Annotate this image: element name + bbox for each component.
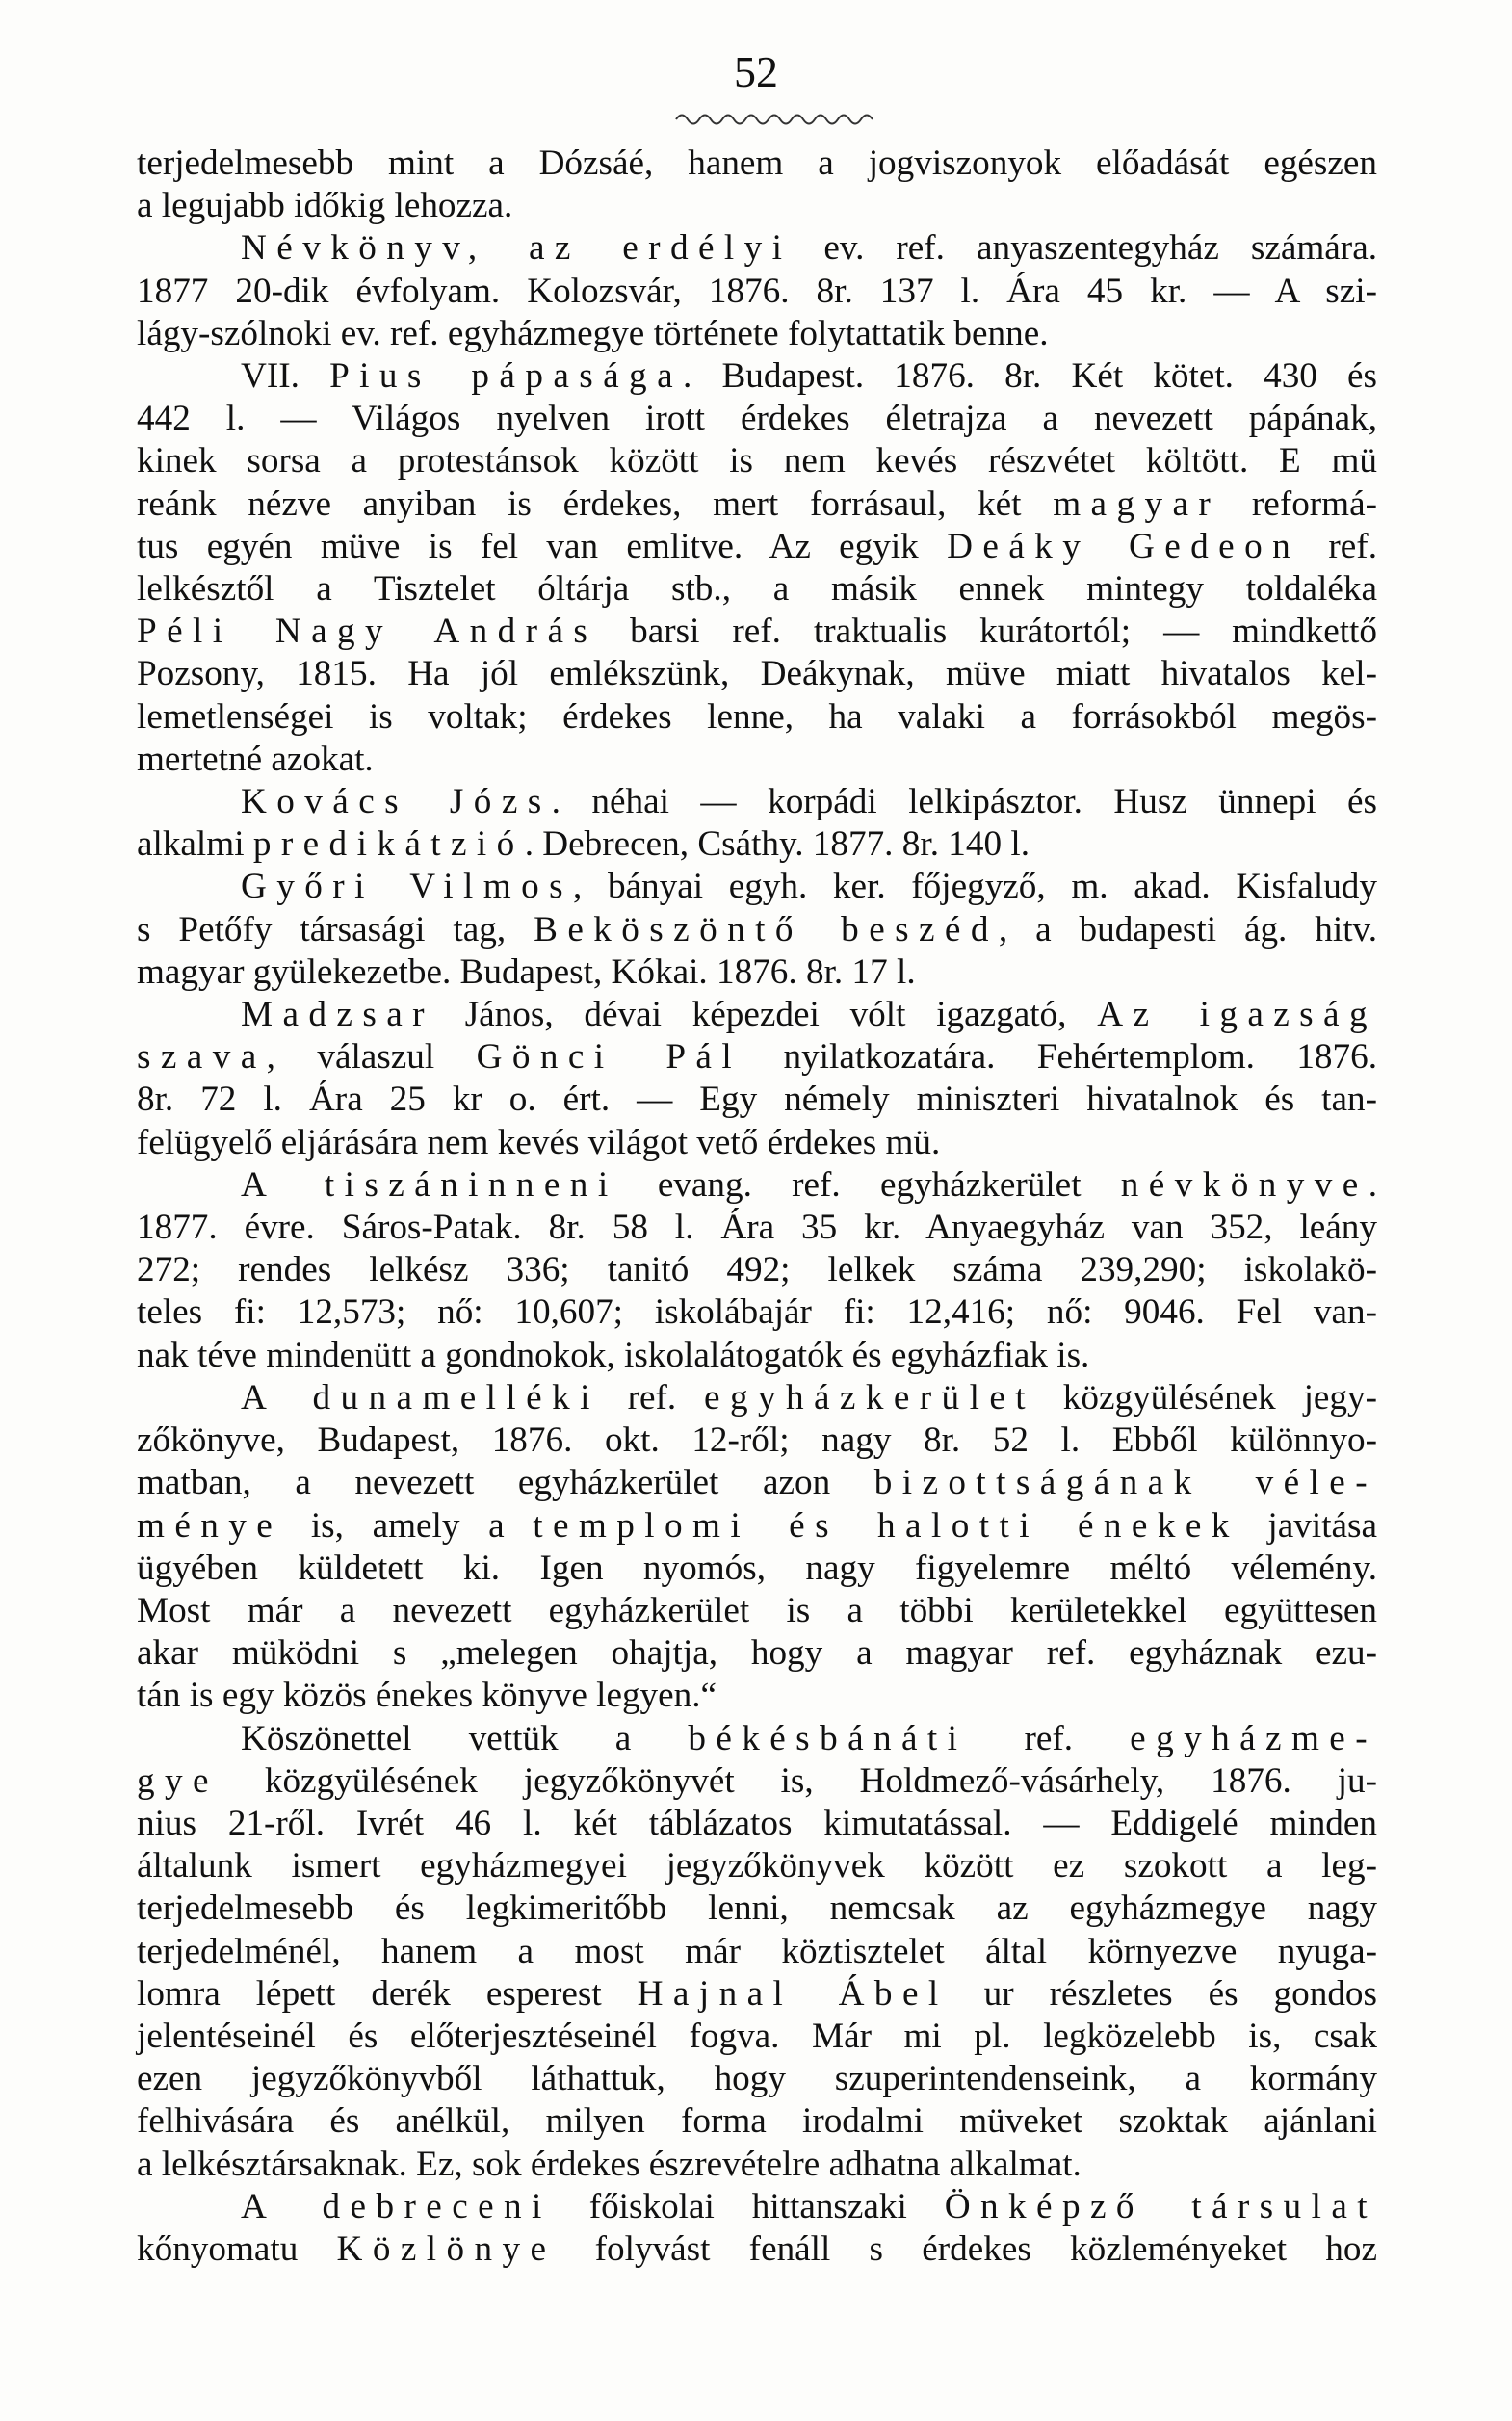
text-segment: tus egyén müve is fel van emlitve. Az egyik (137, 526, 948, 566)
text-segment: a lelkésztársaknak. Ez, sok érdekes észrevételre adhatna alkalmat. (137, 2144, 1082, 2184)
text-line (137, 1590, 1377, 1632)
text-line (137, 1036, 1377, 1079)
spaced-emphasis-text: Madzsar (241, 995, 434, 1035)
spaced-emphasis-text: Gönci Pál (476, 1037, 743, 1078)
spaced-emphasis-text: egyházkerület (704, 1377, 1035, 1418)
text-segment: nak téve mindenütt a gondnokok, iskolalátogatók és egyházfiak is. (137, 1335, 1090, 1375)
text-segment: . Budapest. 1876. 8r. Két kötet. 430 és (683, 356, 1378, 397)
text-line (137, 1803, 1377, 1845)
text-segment: tán is egy közös énekes könyve legyen.“ (137, 1676, 717, 1716)
text-segment: lomra lépett derék esperest (137, 1973, 638, 2014)
text-line (137, 227, 1377, 270)
text-segment: is, amely a (282, 1505, 534, 1546)
text-line (137, 739, 1377, 781)
spaced-emphasis-text: templomi és halotti énekek (533, 1505, 1239, 1546)
text-line (137, 1973, 1377, 2016)
spaced-emphasis-text: Pius pápasága (329, 356, 683, 397)
text-segment: folyvást fenáll s érdekes közleményeket hoz (556, 2228, 1377, 2269)
text-segment: VII. (241, 356, 330, 397)
spaced-emphasis-text: A dunamelléki (241, 1377, 600, 1418)
text-segment: ref. (967, 1718, 1131, 1758)
text-line (137, 1122, 1377, 1164)
text-line (137, 909, 1377, 951)
text-segment: . Debrecen, Csáthy. 1877. 8r. 140 l. (524, 824, 1030, 865)
text-line (137, 866, 1377, 908)
text-segment: reformá- (1220, 483, 1377, 524)
text-line (137, 1462, 1377, 1504)
text-line (137, 2058, 1377, 2100)
text-segment: ev. ref. anyaszentegyház számára. (792, 228, 1377, 269)
text-segment: ref. (1300, 526, 1377, 566)
spaced-emphasis-text: gye (137, 1760, 219, 1801)
text-line (137, 2016, 1377, 2058)
text-segment: matban, a nevezett egyházkerület azon (137, 1463, 874, 1503)
text-line (137, 1845, 1377, 1887)
text-segment: ur részletes és gondos (948, 1973, 1377, 2014)
text-line (137, 271, 1377, 313)
spaced-emphasis-text: szava (137, 1037, 267, 1078)
text-line (137, 1164, 1377, 1207)
text-line (137, 1079, 1377, 1121)
text-line (137, 1207, 1377, 1249)
text-segment: magyar gyülekezetbe. Budapest, Kókai. 1876. 8r. 17 l. (137, 951, 916, 992)
spaced-emphasis-text: Az igazság (1097, 995, 1377, 1035)
text-segment: akar müködni s „melegen ohajtja, hogy a magyar ref. egyháznak ezu- (137, 1633, 1377, 1674)
spaced-emphasis-text: magyar (1053, 483, 1221, 524)
text-segment: Most már a nevezett egyházkerület is a többi kerületekkel együttesen (137, 1590, 1377, 1630)
text-segment: kinek sorsa a protestánsok között is nem kevés részvétet költött. E mü (137, 441, 1377, 482)
body-text (137, 143, 1377, 2271)
text-line (137, 1335, 1377, 1377)
text-segment: barsi ref. traktualis kurátortól; — mindkettő (597, 612, 1377, 652)
text-segment: 1877 20-dik évfolyam. Kolozsvár, 1876. 8r. 137 l. Ára 45 kr. — A szi- (137, 271, 1377, 311)
text-segment: lágy-szólnoki ev. ref. egyházmegye története folytattatik benne. (137, 313, 1049, 353)
text-segment: általunk ismert egyházmegyei jegyzőkönyvek között ez szokott a leg- (137, 1846, 1377, 1887)
text-segment: s Petőfy társasági tag, (137, 909, 534, 950)
text-line (137, 1887, 1377, 1930)
spaced-emphasis-text: Deáky Gedeon (947, 526, 1301, 566)
text-segment: nius 21-ről. Ivrét 46 l. két táblázatos kimutatással. — Eddigelé minden (137, 1803, 1377, 1843)
spaced-emphasis-text: békésbánáti (688, 1718, 968, 1758)
text-line (137, 398, 1377, 440)
text-segment: Pozsony, 1815. Ha jól emlékszünk, Deákynak, müve miatt hivatalos kel- (137, 654, 1377, 694)
text-line (137, 1931, 1377, 1973)
text-line (137, 483, 1377, 526)
text-segment: kőnyomatu (137, 2228, 337, 2269)
text-segment: , válaszul (266, 1037, 477, 1078)
text-segment: javitása (1238, 1505, 1378, 1546)
text-line (137, 653, 1377, 695)
text-line (137, 1249, 1377, 1291)
text-line (137, 2100, 1377, 2143)
text-segment: 1877. évre. Sáros-Patak. 8r. 58 l. Ára 35 kr. Anyaegyház van 352, leány (137, 1208, 1377, 1248)
spaced-emphasis-text: Önképző társulat (944, 2186, 1377, 2226)
spaced-emphasis-text: A debreceni (241, 2186, 552, 2226)
text-line (137, 568, 1377, 611)
text-segment: főiskolai hittanszaki (551, 2186, 945, 2226)
page-number: 52 (734, 47, 778, 96)
text-line (137, 696, 1377, 739)
text-line (137, 185, 1377, 227)
text-segment: jelentéseinél és előterjesztéseinél fogva. Már mi pl. legközelebb is, csak (137, 2016, 1377, 2056)
spaced-emphasis-text: Győri Vilmos (241, 867, 573, 907)
spaced-emphasis-text: Beköszöntő beszéd (534, 909, 999, 950)
text-line (137, 2186, 1377, 2228)
text-line (137, 823, 1377, 866)
text-segment: nyilatkozatára. Fehértemplom. 1876. (742, 1037, 1378, 1078)
text-line (137, 1377, 1377, 1419)
text-segment: . (1368, 1164, 1377, 1205)
text-segment: felhivására és anélkül, milyen forma irodalmi müveket szoktak ajánlani (137, 2101, 1377, 2142)
text-line (137, 1718, 1377, 1760)
wavy-ornament (674, 108, 876, 125)
spaced-emphasis-text: Hajnal Ábel (637, 1973, 949, 2014)
text-line (137, 994, 1377, 1036)
spaced-emphasis-text: ménye (137, 1505, 283, 1546)
spaced-emphasis-text: bizottságának véle- (873, 1463, 1377, 1503)
text-segment: felügyelő eljárására nem kevés világot vető érdekes mü. (137, 1122, 941, 1162)
spaced-emphasis-text: Kovács Józs (241, 782, 552, 822)
text-line (137, 781, 1377, 823)
text-segment: Köszönettel vettük a (241, 1718, 689, 1758)
text-segment: mertetné azokat. (137, 739, 374, 779)
text-line (137, 951, 1377, 994)
text-segment: ref. (599, 1377, 705, 1418)
text-line (137, 440, 1377, 482)
text-segment: lemetlenségei is voltak; érdekes lenne, ha valaki a forrásokból megös- (137, 696, 1377, 737)
text-segment: lelkésztől a Tisztelet óltárja stb., a másik ennek mintegy toldaléka (137, 569, 1377, 610)
text-line (137, 1675, 1377, 1717)
spaced-emphasis-text: Közlönye (336, 2228, 557, 2269)
text-line (137, 143, 1377, 185)
text-segment: 272; rendes lelkész 336; tanitó 492; lelkek száma 239,290; iskolakö- (137, 1250, 1377, 1290)
spaced-emphasis-text: Péli Nagy András (137, 612, 598, 652)
text-segment: , bányai egyh. ker. főjegyző, m. akad. Kisfaludy (573, 867, 1377, 907)
text-line (137, 1419, 1377, 1462)
text-segment: zőkönyve, Budapest, 1876. okt. 12-ről; nagy 8r. 52 l. Ebből különnyo- (137, 1420, 1377, 1461)
spaced-emphasis-text: egyházme- (1130, 1718, 1378, 1758)
text-segment: . néhai — korpádi lelkipásztor. Husz ünnepi és (551, 782, 1377, 822)
spaced-emphasis-text: Névkönyv, az erdélyi (241, 228, 793, 269)
spaced-emphasis-text: predikátzió (252, 824, 525, 865)
text-segment: a legujabb időkig lehozza. (137, 186, 513, 226)
text-line (137, 313, 1377, 355)
text-segment: 442 l. — Világos nyelven irott érdekes életrajza a nevezett pápának, (137, 399, 1377, 439)
text-segment: terjedelménél, hanem a most már köztisztelet által környezve nyuga- (137, 1931, 1377, 1971)
text-segment: evang. ref. egyházkerület (617, 1164, 1121, 1205)
text-segment: 8r. 72 l. Ára 25 kr o. ért. — Egy némely miniszteri hivatalnok és tan- (137, 1080, 1377, 1120)
text-segment: ügyében küldetett ki. Igen nyomós, nagy figyelemre méltó vélemény. (137, 1548, 1377, 1588)
text-segment: , a budapesti ág. hitv. (998, 909, 1377, 950)
text-line (137, 526, 1377, 568)
text-line (137, 611, 1377, 653)
text-segment: reánk nézve anyiban is érdekes, mert forrásaul, két (137, 483, 1054, 524)
spaced-emphasis-text: A tiszáninneni (241, 1164, 618, 1205)
text-line (137, 2144, 1377, 2186)
text-line (137, 1505, 1377, 1548)
text-line (137, 1760, 1377, 1803)
spaced-emphasis-text: névkönyve (1120, 1164, 1369, 1205)
text-segment: terjedelmesebb mint a Dózsáé, hanem a jogviszonyok előadását egészen (137, 143, 1377, 183)
text-segment: terjedelmesebb és legkimeritőbb lenni, nemcsak az egyházmegye nagy (137, 1888, 1377, 1929)
text-line (137, 1632, 1377, 1675)
text-line (137, 1548, 1377, 1590)
text-segment: teles fi: 12,573; nő: 10,607; iskolábajár fi: 12,416; nő: 9046. Fel van- (137, 1292, 1377, 1333)
text-line (137, 2228, 1377, 2271)
text-segment: ezen jegyzőkönyvből láthattuk, hogy szuperintendenseink, a kormány (137, 2059, 1377, 2099)
text-line (137, 355, 1377, 398)
text-segment: János, dévai képezdei vólt igazgató, (433, 995, 1098, 1035)
text-segment: alkalmi (137, 824, 253, 865)
text-line (137, 1291, 1377, 1334)
text-segment: közgyülésének jegy- (1034, 1377, 1377, 1418)
text-segment: közgyülésének jegyzőkönyvét is, Holdmező-vásárhely, 1876. ju- (218, 1760, 1377, 1801)
